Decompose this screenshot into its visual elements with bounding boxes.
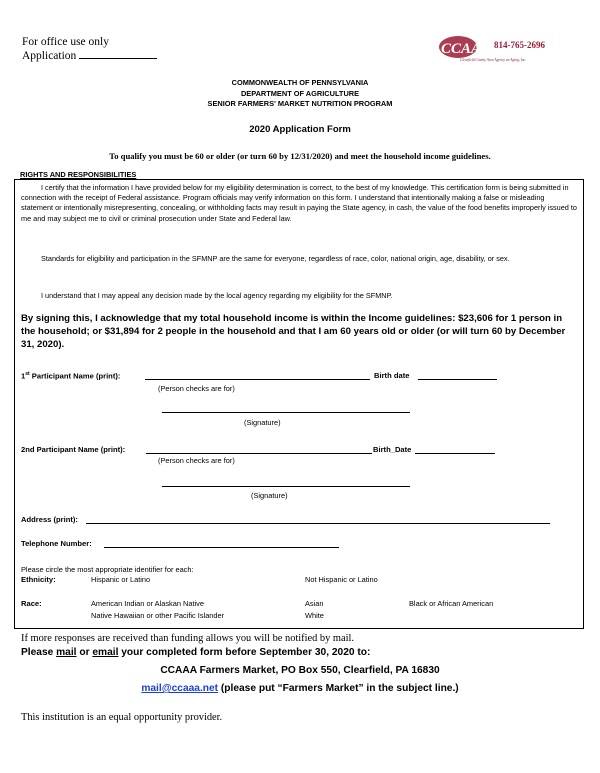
application-number-line <box>79 49 157 59</box>
participant2-signature-label: (Signature) <box>251 491 288 500</box>
participant2-checks-note: (Person checks are for) <box>158 456 235 465</box>
participant2-name-field[interactable] <box>146 453 372 454</box>
address-label: Address (print): <box>21 515 78 524</box>
telephone-field[interactable] <box>104 547 339 548</box>
office-use-label: For office use only <box>22 36 109 48</box>
income-acknowledgement: By signing this, I acknowledge that my total household income is within the Income guidelines: $23,606 for 1 person in the household; or $31,894 for 2 people in the household and that I am 60 years old or older (or will turn 60 by December 31, 2020). <box>21 313 566 350</box>
header-line-2: DEPARTMENT OF AGRICULTURE <box>240 88 360 98</box>
application-label: Application <box>22 49 157 63</box>
participant1-name-label: 1st Participant Name (print): <box>21 371 121 381</box>
race-option-black[interactable]: Black or African American <box>409 599 494 608</box>
ethnicity-option-not-hispanic[interactable]: Not Hispanic or Latino <box>305 575 378 584</box>
participant1-birth-field[interactable] <box>418 379 497 380</box>
svg-text:CCAAA: CCAAA <box>441 41 492 57</box>
ethnicity-label: Ethnicity: <box>21 575 56 584</box>
ethnicity-option-hispanic[interactable]: Hispanic or Latino <box>91 575 151 584</box>
logo-tagline: Clearfield County Area Agency on Aging, Inc. <box>460 58 527 62</box>
participant1-birth-label: Birth date <box>374 371 410 380</box>
race-option-white[interactable]: White <box>305 611 324 620</box>
participant1-signature-label: (Signature) <box>244 418 281 427</box>
circle-note: Please circle the most appropriate identifier for each: <box>21 565 194 574</box>
notify-note: If more responses are received than funding allows you will be notified by mail. <box>21 633 354 644</box>
participant1-checks-note: (Person checks are for) <box>158 384 235 393</box>
race-option-native-hawaiian[interactable]: Native Hawaiian or other Pacific Islander <box>91 611 225 620</box>
participant1-signature-field[interactable] <box>162 412 410 413</box>
mail-instructions: Please mail or email your completed form before September 30, 2020 to: <box>21 647 371 658</box>
office-use-block <box>22 36 157 63</box>
address-field[interactable] <box>86 523 550 524</box>
participant1-name-field[interactable] <box>145 379 370 380</box>
email-link[interactable]: mail@ccaaa.net <box>141 683 219 694</box>
race-option-american-indian[interactable]: American Indian or Alaskan Native <box>91 599 204 608</box>
participant2-signature-field[interactable] <box>162 486 410 487</box>
ccaaa-logo <box>438 34 588 70</box>
email-line: mail@ccaaa.net (please put “Farmers Market” in the subject line.) <box>141 683 459 694</box>
participant2-name-label: 2nd Participant Name (print): <box>21 445 126 454</box>
form-box <box>14 179 584 629</box>
participant2-birth-field[interactable] <box>415 453 495 454</box>
header-line-1: COMMONWEALTH OF PENNSYLVANIA <box>231 78 369 87</box>
certify-paragraph: I certify that the information I have provided below for my eligibility determination is correct, to the best of my knowledge. This certification form is being submitted in connection with the receipt of Federal assistance. Program officials may verify information on this form. I understand that intentionally making a false or misleading statement or intentionally misrepresenting, concealing, or withholding facts may result in paying the State agency, in cash, the value of the food benefits improperly issued to me and may subject me to civil or criminal prosecution under State and Federal law. <box>21 183 577 223</box>
race-label: Race: <box>21 599 42 608</box>
agency-header <box>0 78 600 110</box>
rights-heading: RIGHTS AND RESPONSIBILITIES <box>20 170 137 179</box>
race-option-asian[interactable]: Asian <box>305 599 324 608</box>
equal-opportunity-note: This institution is an equal opportunity provider. <box>21 712 223 723</box>
appeal-paragraph: I understand that I may appeal any decision made by the local agency regarding my eligibility for the SFMNP. <box>41 291 393 300</box>
participant2-birth-label: Birth_Date <box>373 445 412 454</box>
logo-phone: 814-765-2696 <box>494 40 545 50</box>
form-title: 2020 Application Form <box>249 124 351 135</box>
standards-paragraph: Standards for eligibility and participation in the SFMNP are the same for everyone, regardless of race, color, national origin, age, disability, or sex. <box>41 254 510 263</box>
mailing-address: CCAAA Farmers Market, PO Box 550, Clearfield, PA 16830 <box>160 665 440 676</box>
qualify-note: To qualify you must be 60 or older (or turn 60 by 12/31/2020) and meet the household income guidelines. <box>109 151 491 161</box>
telephone-label: Telephone Number: <box>21 539 92 548</box>
header-line-3: SENIOR FARMERS' MARKET NUTRITION PROGRAM <box>207 99 393 108</box>
